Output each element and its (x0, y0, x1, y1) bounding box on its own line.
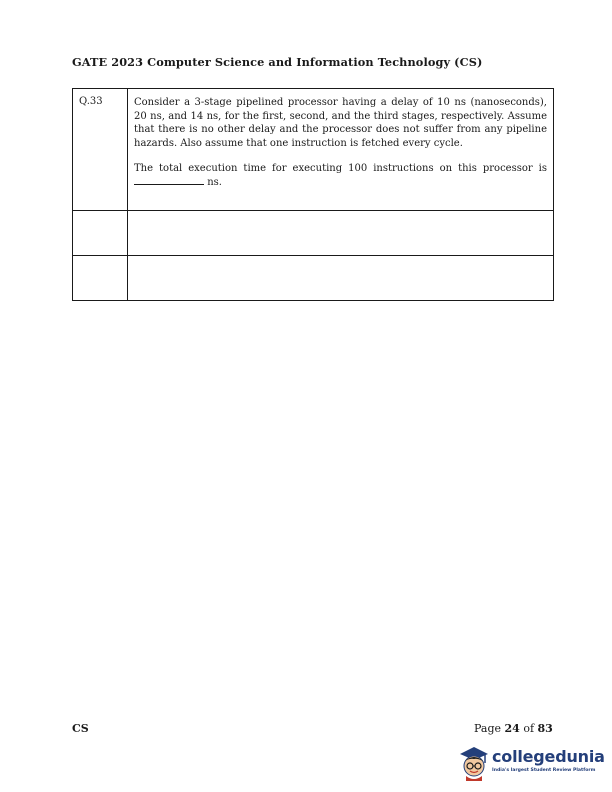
empty-cell (128, 211, 554, 256)
empty-cell (128, 256, 554, 301)
answer-blank (134, 176, 204, 185)
empty-cell (73, 211, 128, 256)
question-prompt (134, 162, 547, 189)
answer-unit: ns. (207, 176, 222, 188)
logo-tagline: India's largest Student Review Platform (492, 768, 596, 773)
page-total: 83 (537, 722, 553, 735)
page-separator: of (519, 722, 538, 735)
empty-row (73, 256, 554, 301)
footer-page-number (474, 722, 553, 735)
footer-subject-code: CS (72, 722, 89, 735)
question-table (72, 88, 554, 301)
logo-wordmark: collegedunia (492, 747, 605, 766)
page-current: 24 (504, 722, 520, 735)
question-body (128, 89, 554, 211)
collegedunia-logo (452, 740, 605, 786)
question-row (73, 89, 554, 211)
empty-row (73, 211, 554, 256)
question-prompt-text: The total execution time for executing 100 instructions on this processor is (134, 163, 547, 175)
question-number: Q.33 (73, 89, 128, 211)
page-label: Page (474, 722, 505, 735)
page-header-title: GATE 2023 Computer Science and Information Technology (CS) (72, 55, 483, 69)
question-paragraph: Consider a 3-stage pipelined processor having a delay of 10 ns (nanoseconds), 20 ns, and 14 ns, for the first, second, and the third stages, respectively. Assume that there is no other delay and the processor does not suffer from any pipeline hazards. Also assume that one instruction is fetched every cycle. (134, 97, 547, 149)
mascot-icon (456, 744, 492, 782)
empty-cell (73, 256, 128, 301)
